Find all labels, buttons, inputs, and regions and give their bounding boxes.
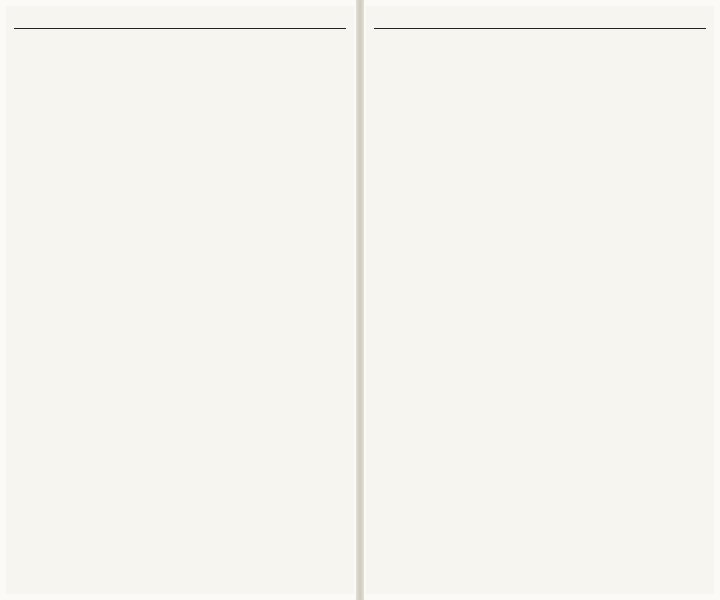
right-page <box>366 6 714 594</box>
left-page <box>6 6 354 594</box>
left-running-head <box>14 12 346 29</box>
book-gutter <box>356 0 364 600</box>
right-running-head <box>374 12 706 29</box>
